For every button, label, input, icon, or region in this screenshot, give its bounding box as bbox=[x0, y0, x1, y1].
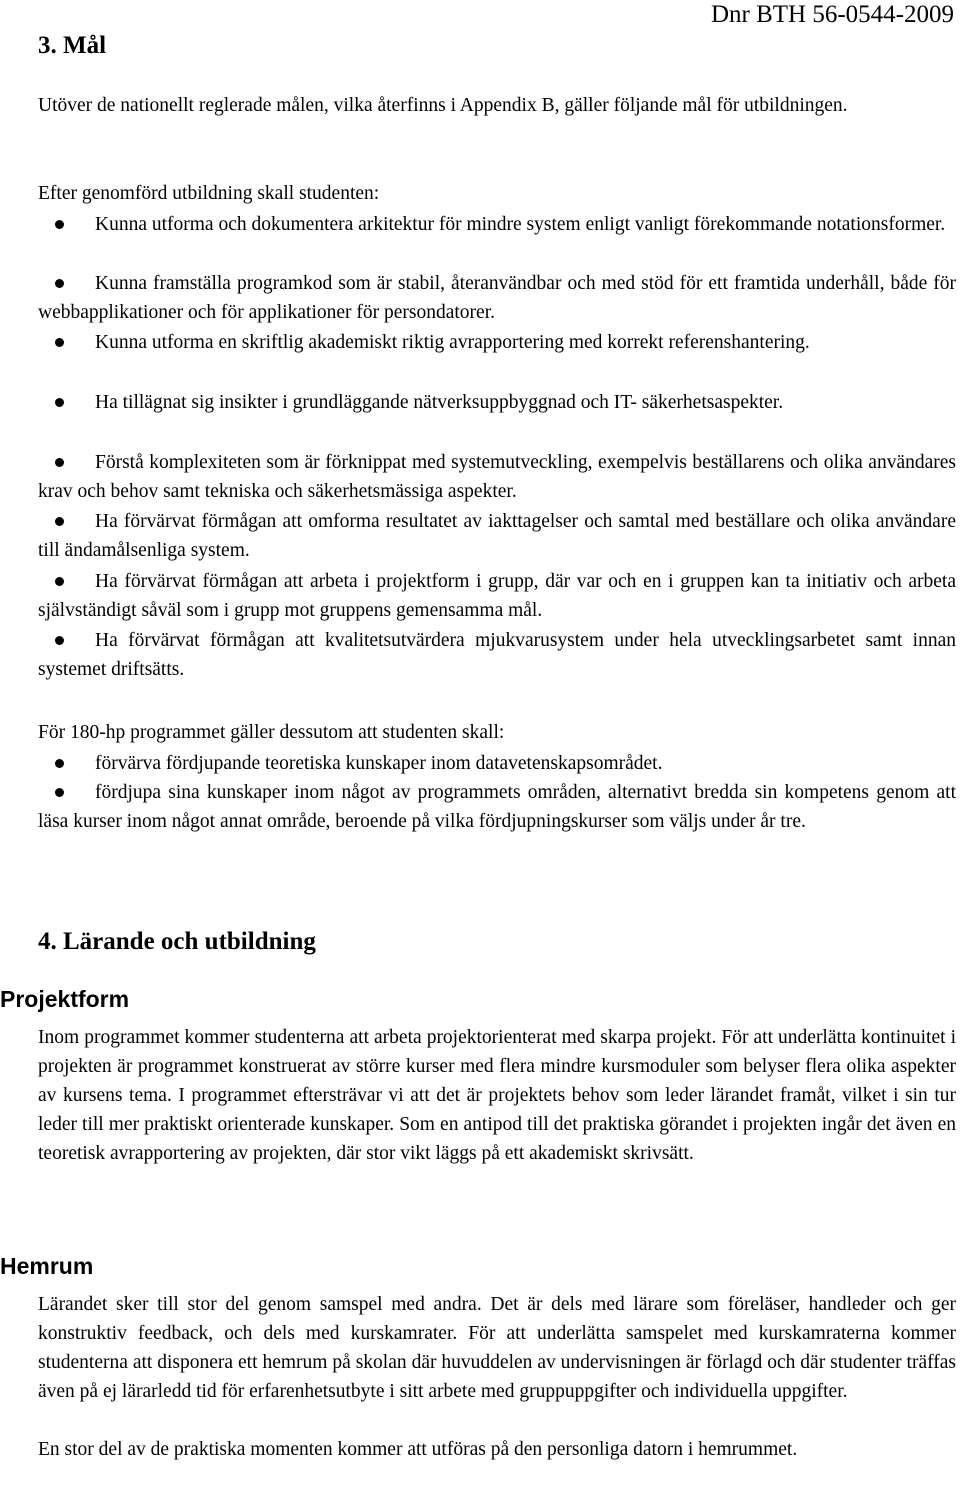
goals-lead: Efter genomförd utbildning skall studenten: bbox=[38, 183, 380, 204]
goal-item: Ha förvärvat förmågan att arbeta i projektform i grupp, där var och en i gruppen kan ta initiativ och arbeta självständigt såväl som i grupp mot gruppens gemensamma mål. bbox=[38, 571, 956, 621]
extra-goal-item: förvärva fördjupande teoretiska kunskaper inom datavetenskapsområdet. bbox=[95, 753, 663, 774]
heading-projektform: Projektform bbox=[0, 986, 130, 1012]
goal-item: Ha förvärvat förmågan att omforma resultatet av iakttagelser och samtal med beställare och olika användare till ändamålsenliga system. bbox=[38, 511, 956, 561]
section-title-goals: 3. Mål bbox=[38, 32, 107, 59]
heading-hemrum: Hemrum bbox=[0, 1253, 94, 1279]
extra-goals-lead: För 180-hp programmet gäller dessutom att studenten skall: bbox=[38, 722, 505, 743]
document-reference: Dnr BTH 56-0544-2009 bbox=[710, 1, 954, 28]
goal-item: Ha tillägnat sig insikter i grundläggande nätverksuppbyggnad och IT- säkerhetsaspekter. bbox=[95, 392, 784, 413]
goal-item: Ha förvärvat förmågan att kvalitetsutvärdera mjukvarusystem under hela utvecklingsarbetet samt innan systemet driftsätts. bbox=[38, 630, 956, 680]
hemrum-paragraph: Lärandet sker till stor del genom samspel med andra. Det är dels med lärare som föreläser, handleder och ger konstruktiv feedback, och dels med kurskamrater. För att underlätta samspelet med kurskamraterna kommer studenterna att disponera ett hemrum på skolan där huvuddelen av undervisningen är förlagd och där studenter träffas även på ej lärarledd tid för erfarenhetsutbyte i sitt arbete med gruppuppgifter och individuella uppgifter. bbox=[38, 1294, 956, 1402]
goal-item: Förstå komplexiteten som är förknippat med systemutveckling, exempelvis beställarens och olika användares krav och behov samt tekniska och säkerhetsmässiga aspekter. bbox=[38, 452, 956, 502]
goal-item: Kunna framställa programkod som är stabil, återanvändbar och med stöd för ett framtida underhåll, både för webbapplikationer och för applikationer för persondatorer. bbox=[38, 273, 956, 323]
goals-intro: Utöver de nationellt reglerade målen, vilka återfinns i Appendix B, gäller följande mål för utbildningen. bbox=[38, 95, 848, 116]
extra-goal-item: fördjupa sina kunskaper inom något av programmets områden, alternativt bredda sin kompetens genom att läsa kurser inom något annat område, beroende på vilka fördjupningskurser som väljs under år tre. bbox=[38, 782, 956, 832]
goal-item: Kunna utforma och dokumentera arkitektur för mindre system enligt vanligt förekommande notationsformer. bbox=[95, 214, 946, 235]
section-title-learning: 4. Lärande och utbildning bbox=[38, 928, 316, 955]
hemrum-paragraph-2: En stor del av de praktiska momenten kommer att utföras på den personliga datorn i hemrummet. bbox=[38, 1439, 798, 1460]
projektform-paragraph: Inom programmet kommer studenterna att arbeta projektorienterat med skarpa projekt. För att underlätta kontinuitet i projekten är programmet konstruerat av större kurser med flera mindre kursmoduler som belyser flera olika aspekter av kursens tema. I programmet eftersträvar vi att det är projektets behov som leder lärandet framåt, vilket i sin tur leder till mer praktiskt orienterade kunskaper. Som en antipod till det praktiska görandet i projekten ingår det även en teoretisk avrapportering av projekten, där stor vikt läggs på ett akademiskt skrivsätt. bbox=[38, 1027, 956, 1164]
goal-item: Kunna utforma en skriftlig akademiskt riktig avrapportering med korrekt referenshantering. bbox=[95, 332, 810, 353]
